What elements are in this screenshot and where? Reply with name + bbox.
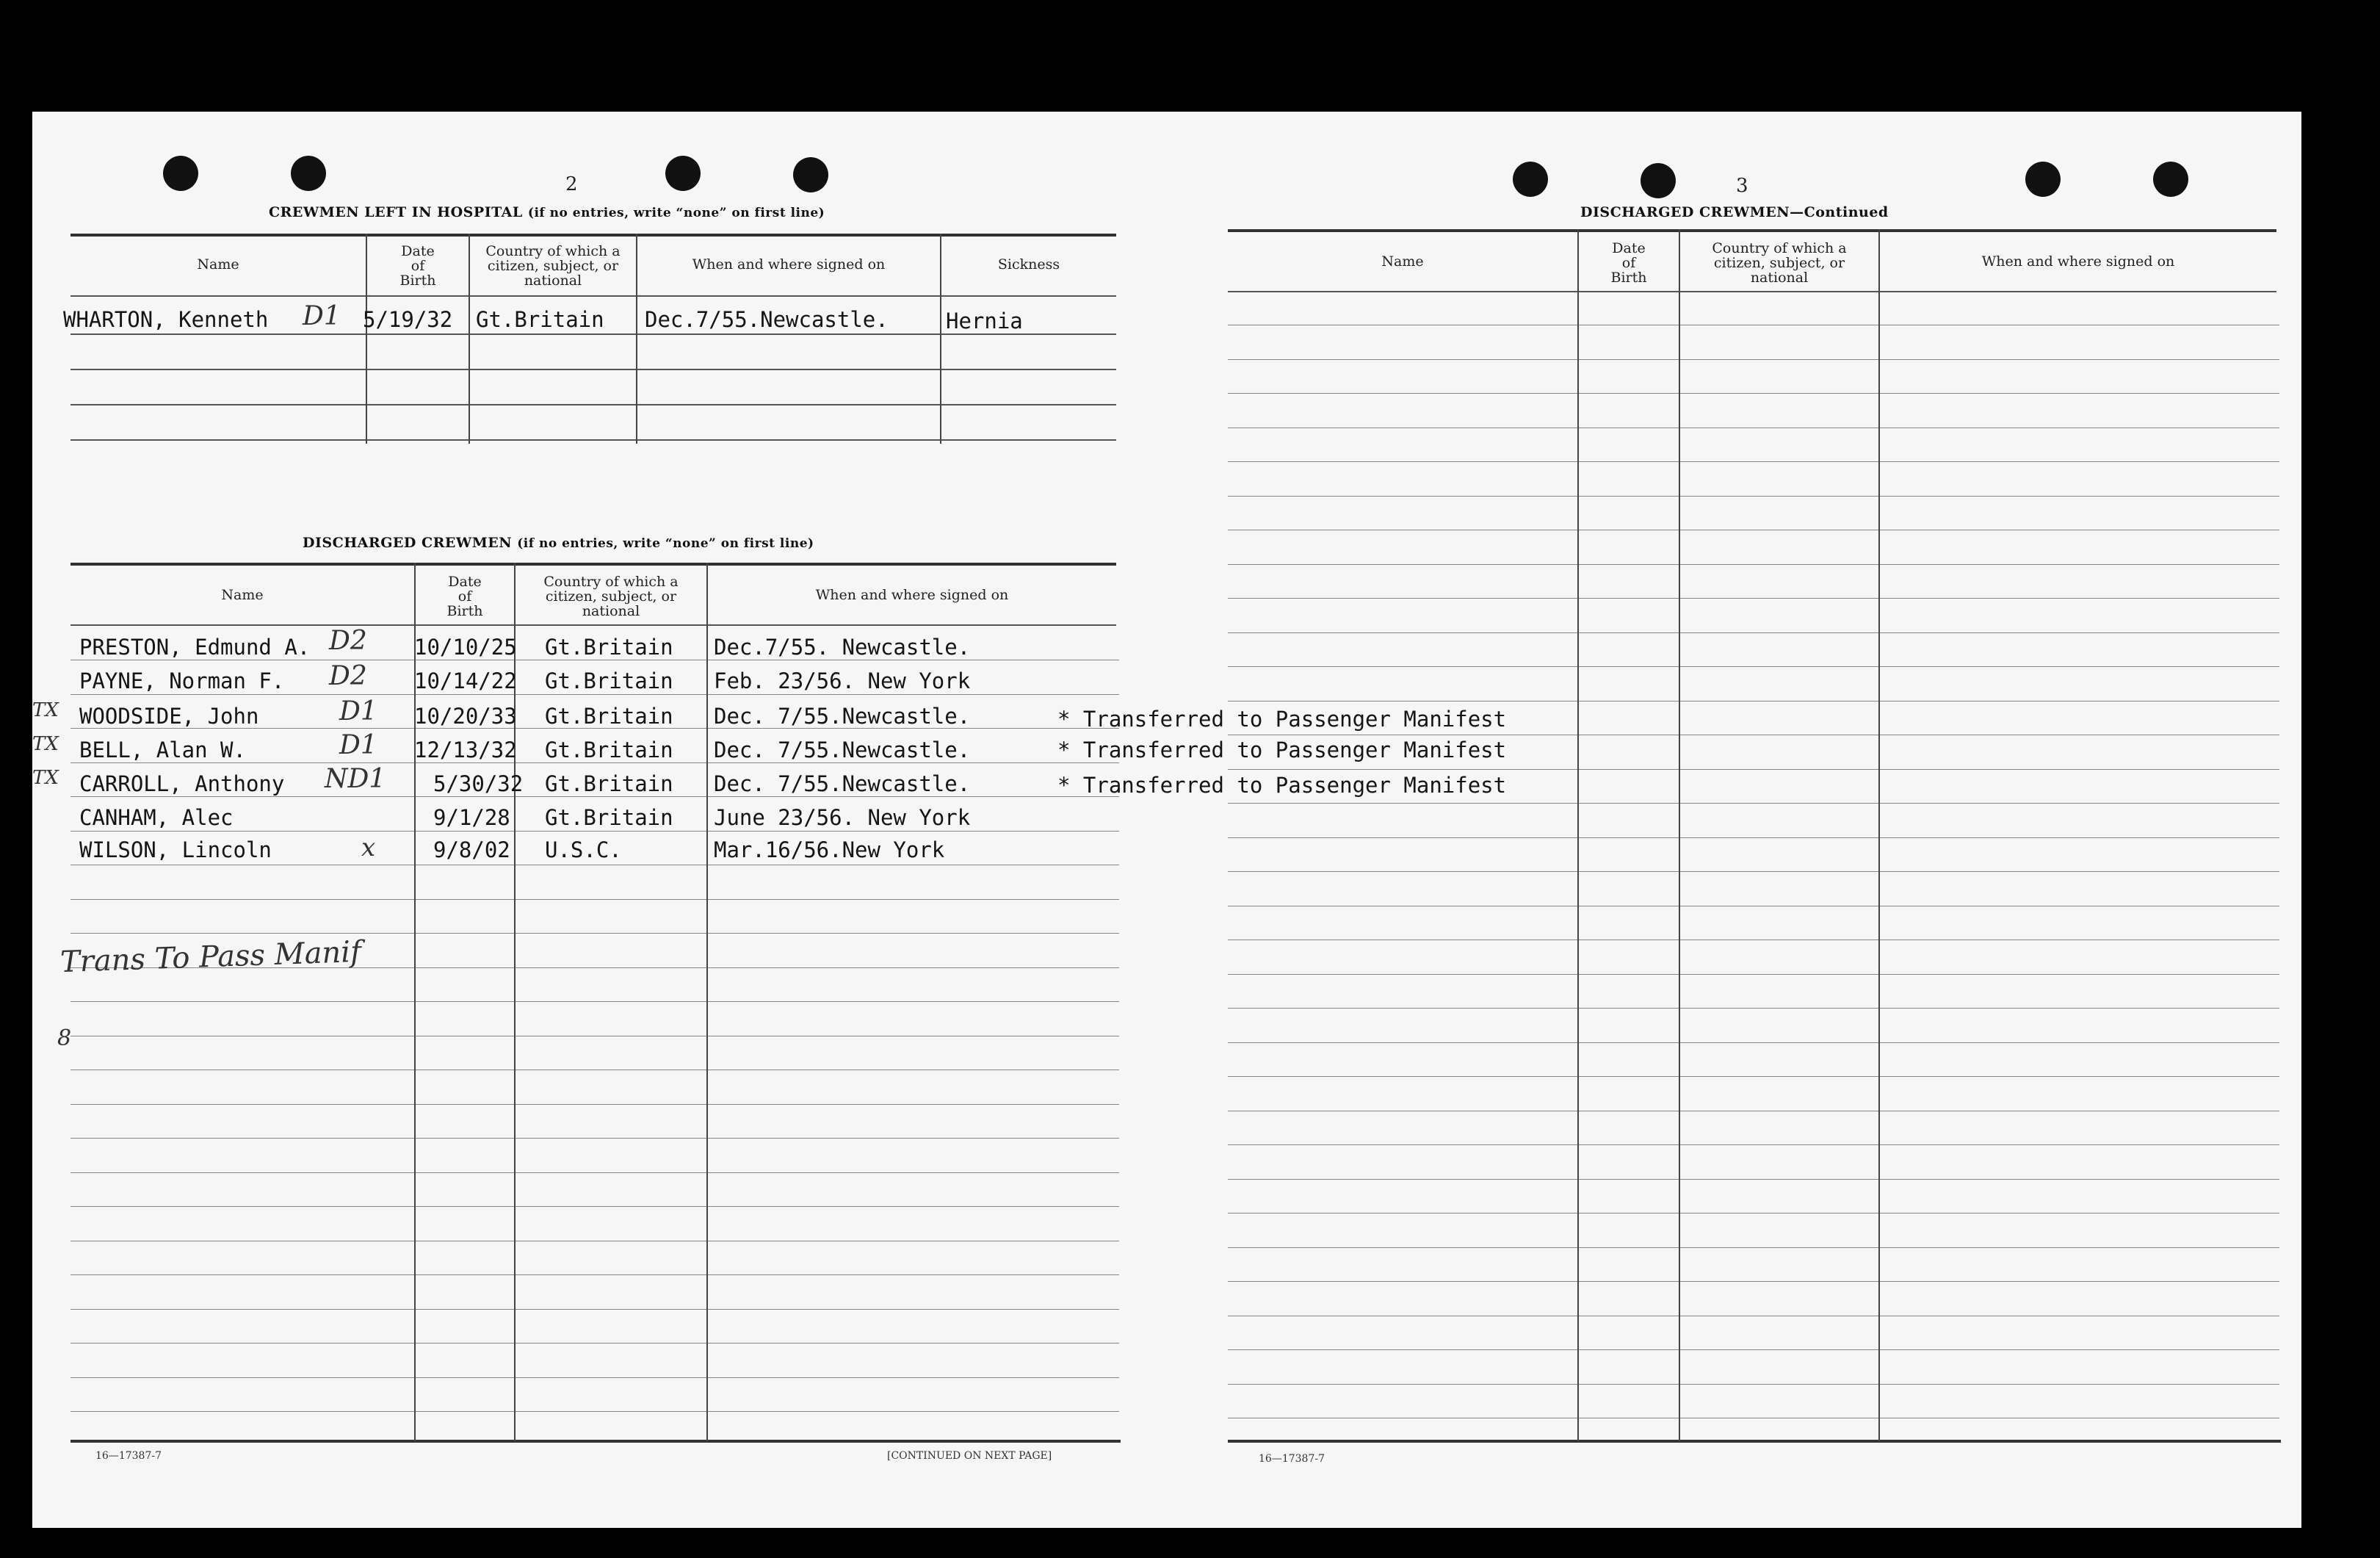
crew-country: Gt.Britain bbox=[545, 668, 673, 693]
header-country: Country of which a citizen, subject, or national bbox=[485, 243, 621, 289]
header-name: Name bbox=[197, 256, 239, 273]
table-rule bbox=[70, 439, 1116, 441]
row-rule bbox=[1228, 1076, 2279, 1077]
handwritten-mark: D2 bbox=[329, 661, 367, 691]
punch-hole bbox=[2153, 162, 2188, 197]
crew-sickness: Hernia bbox=[946, 309, 1023, 333]
column-divider bbox=[414, 563, 416, 1441]
crew-country: Gt.Britain bbox=[545, 771, 673, 796]
table-rule bbox=[70, 404, 1116, 405]
discharged-continued-title: DISCHARGED CREWMEN—Continued bbox=[1580, 204, 1889, 220]
transfer-remark: * Transferred to Passenger Manifest bbox=[1057, 707, 1507, 732]
row-rule bbox=[1228, 359, 2279, 360]
transfer-remark: * Transferred to Passenger Manifest bbox=[1057, 773, 1507, 798]
punch-hole bbox=[291, 156, 326, 191]
row-rule bbox=[70, 1343, 1119, 1344]
row-rule bbox=[70, 796, 1119, 797]
crew-signed: Dec. 7/55.Newcastle. bbox=[714, 771, 971, 796]
crew-signed: Dec.7/55. Newcastle. bbox=[714, 635, 971, 660]
header-name: Name bbox=[221, 587, 264, 603]
punch-hole bbox=[1513, 162, 1548, 197]
crew-dob: 10/20/33 bbox=[414, 704, 517, 729]
crew-dob: 12/13/32 bbox=[414, 737, 517, 762]
crew-name: PAYNE, Norman F. bbox=[79, 668, 285, 693]
row-rule bbox=[1228, 666, 2279, 667]
row-rule bbox=[1228, 803, 2279, 804]
row-rule bbox=[1228, 1008, 2279, 1009]
row-rule bbox=[70, 1377, 1119, 1378]
crew-dob: 5/30/32 bbox=[433, 771, 524, 796]
row-rule bbox=[1228, 1281, 2279, 1282]
punch-hole bbox=[793, 157, 828, 192]
header-name: Name bbox=[1381, 253, 1424, 270]
row-rule bbox=[70, 1206, 1119, 1207]
crew-dob: 9/1/28 bbox=[433, 805, 510, 830]
header-signed: When and where signed on bbox=[815, 587, 1009, 603]
crew-name: WOODSIDE, John bbox=[79, 704, 259, 729]
row-rule bbox=[1228, 564, 2279, 565]
crew-signed: Dec.7/55.Newcastle. bbox=[645, 307, 889, 332]
manifest-sheet bbox=[32, 112, 2301, 1528]
crew-country: Gt.Britain bbox=[545, 635, 673, 660]
row-rule bbox=[70, 933, 1119, 934]
table-rule bbox=[1228, 291, 2276, 292]
crew-country: Gt.Britain bbox=[545, 805, 673, 830]
table-rule bbox=[70, 563, 1116, 566]
handwritten-prefix: TX bbox=[32, 699, 59, 721]
header-signed: When and where signed on bbox=[1981, 253, 2175, 270]
row-rule bbox=[1228, 769, 2279, 770]
row-rule bbox=[1228, 701, 2279, 702]
punch-hole bbox=[1641, 163, 1676, 198]
row-rule bbox=[70, 694, 1119, 695]
crew-dob: 5/19/32 bbox=[363, 307, 453, 332]
crew-country: U.S.C. bbox=[545, 837, 622, 862]
column-divider bbox=[1878, 229, 1880, 1441]
crew-dob: 10/10/25 bbox=[414, 635, 517, 660]
handwritten-mark: D1 bbox=[303, 301, 341, 331]
column-divider bbox=[1679, 229, 1680, 1441]
punch-hole bbox=[2025, 162, 2061, 197]
form-code: 16—17387-7 bbox=[95, 1450, 162, 1462]
handwritten-mark: x bbox=[361, 833, 376, 862]
punch-hole bbox=[163, 156, 198, 191]
row-rule bbox=[70, 1138, 1119, 1139]
crew-name: BELL, Alan W. bbox=[79, 737, 246, 762]
handwritten-prefix: TX bbox=[32, 767, 59, 789]
crew-signed: Dec. 7/55.Newcastle. bbox=[714, 704, 971, 729]
crew-country: Gt.Britain bbox=[545, 737, 673, 762]
table-rule bbox=[70, 234, 1116, 237]
page-number: 2 bbox=[565, 173, 578, 195]
row-rule bbox=[1228, 1349, 2279, 1350]
handwritten-note: Trans To Pass Manif bbox=[59, 934, 362, 980]
row-rule bbox=[1228, 1384, 2279, 1385]
crew-signed: Mar.16/56.New York bbox=[714, 837, 945, 862]
row-rule bbox=[1228, 496, 2279, 497]
row-rule bbox=[1228, 393, 2279, 394]
row-rule bbox=[1228, 632, 2279, 633]
row-rule bbox=[1228, 461, 2279, 462]
crew-signed: Dec. 7/55.Newcastle. bbox=[714, 737, 971, 762]
header-dob: Date of Birth bbox=[446, 574, 483, 619]
row-rule bbox=[1228, 1179, 2279, 1180]
table-rule bbox=[70, 369, 1116, 370]
handwritten-mark: D1 bbox=[339, 696, 377, 726]
crew-name: WHARTON, Kenneth bbox=[63, 307, 269, 332]
form-code: 16—17387-7 bbox=[1259, 1453, 1325, 1465]
crew-country: Gt.Britain bbox=[476, 307, 604, 332]
column-divider bbox=[514, 563, 516, 1441]
row-rule bbox=[70, 1274, 1119, 1275]
header-dob: Date of Birth bbox=[1610, 240, 1647, 286]
continued-note: [CONTINUED ON NEXT PAGE] bbox=[887, 1450, 1052, 1462]
crew-signed: Feb. 23/56. New York bbox=[714, 668, 971, 693]
crew-dob: 9/8/02 bbox=[433, 837, 510, 862]
discharged-section-title: DISCHARGED CREWMEN (if no entries, write “none” on first line) bbox=[303, 535, 814, 551]
crew-dob: 10/14/22 bbox=[414, 668, 517, 693]
column-divider bbox=[1577, 229, 1579, 1441]
punch-hole bbox=[665, 156, 701, 191]
column-divider bbox=[706, 563, 708, 1441]
handwritten-mark: D1 bbox=[339, 730, 377, 760]
row-rule bbox=[1228, 598, 2279, 599]
table-rule bbox=[70, 295, 1116, 297]
row-rule bbox=[1228, 1042, 2279, 1043]
table-rule bbox=[1228, 1440, 2281, 1443]
header-country: Country of which a citizen, subject, or national bbox=[1712, 240, 1847, 286]
handwritten-prefix: TX bbox=[32, 733, 59, 755]
row-rule bbox=[70, 1104, 1119, 1105]
hospital-section-title: CREWMEN LEFT IN HOSPITAL (if no entries, write “none” on first line) bbox=[269, 204, 825, 220]
table-rule bbox=[70, 1440, 1121, 1443]
crew-country: Gt.Britain bbox=[545, 704, 673, 729]
row-rule bbox=[70, 899, 1119, 900]
crew-signed: June 23/56. New York bbox=[714, 805, 971, 830]
row-rule bbox=[70, 1172, 1119, 1173]
row-rule bbox=[70, 1309, 1119, 1310]
crew-name: PRESTON, Edmund A. bbox=[79, 635, 311, 660]
row-rule bbox=[1228, 871, 2279, 872]
header-dob: Date of Birth bbox=[399, 243, 436, 289]
crew-name: WILSON, Lincoln bbox=[79, 837, 272, 862]
handwritten-mark: ND1 bbox=[325, 764, 386, 794]
row-rule bbox=[1228, 1144, 2279, 1145]
header-sickness: Sickness bbox=[997, 256, 1060, 273]
handwritten-mark: D2 bbox=[329, 626, 367, 656]
row-rule bbox=[1228, 1247, 2279, 1248]
row-rule bbox=[70, 831, 1119, 832]
table-rule bbox=[70, 333, 1116, 335]
row-rule bbox=[1228, 974, 2279, 975]
handwritten-mark: 8 bbox=[57, 1025, 72, 1051]
row-rule bbox=[70, 1001, 1119, 1002]
transfer-remark: * Transferred to Passenger Manifest bbox=[1057, 737, 1507, 762]
crew-name: CARROLL, Anthony bbox=[79, 771, 285, 796]
row-rule bbox=[70, 1411, 1119, 1412]
header-country: Country of which a citizen, subject, or national bbox=[543, 574, 679, 619]
table-rule bbox=[1228, 229, 2276, 232]
table-rule bbox=[70, 624, 1116, 626]
header-signed: When and where signed on bbox=[692, 256, 886, 273]
crew-name: CANHAM, Alec bbox=[79, 805, 234, 830]
page-number: 3 bbox=[1736, 175, 1748, 197]
row-rule bbox=[1228, 837, 2279, 838]
